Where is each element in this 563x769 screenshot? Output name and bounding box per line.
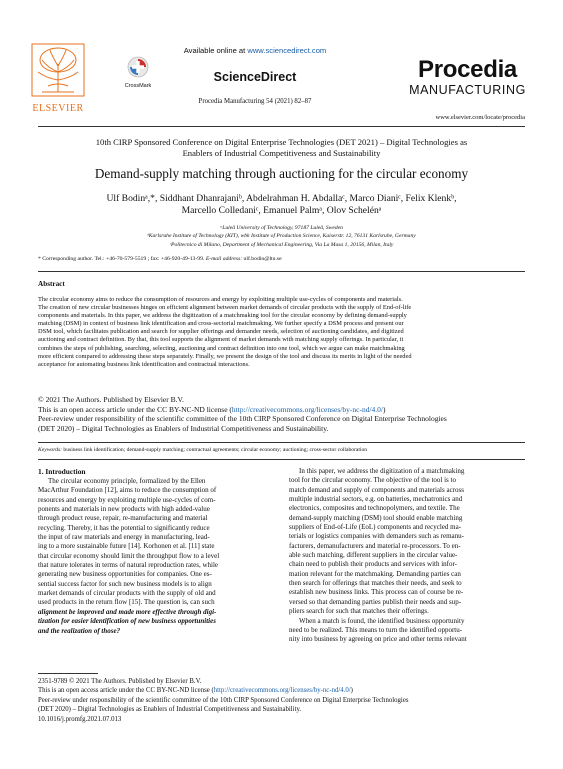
keywords-label: Keywords: [38,447,63,453]
email-address[interactable]: ulf.bodin@ltu.se [242,256,282,262]
affiliation-c: ᶜPolitecnico di Milano, Department of Mechanical Engineering, Via La Masa 1, 20156, Milan, Italy [169,241,394,248]
keywords [38,447,525,453]
procedia-wordmark: Procedia [418,56,517,83]
sciencedirect-link[interactable]: www.sciencedirect.com [247,46,327,55]
intro-line: need to be realized. This means to turn the identified opportu- [289,625,463,634]
crossmark-label: CrossMark [124,83,152,89]
intro-column-left [38,477,274,636]
abstract-license-block [38,395,525,434]
abstract-line: acceptance for automating business link identification and contractual interactions. [38,360,250,368]
email-label: E-mail address: [205,256,243,262]
author-line-1: Ulf Bodinᵃ,*, Siddhant Dhanrajaniᵇ, Abdelrahman H. Abdallaᶜ, Marco Dianiᶜ, Felix Klenkᵇ, [106,193,457,204]
journal-homepage[interactable]: www.elsevier.com/locate/procedia [435,114,525,121]
available-prefix: Available online at [183,46,248,55]
intro-line: chain need to publish their products and services with infor- [289,560,458,569]
intro-line: tool for the circular economy. The objective of the tool is to [289,476,456,485]
license-suffix: ) [382,404,386,414]
intro-line: When a match is found, the identified business opportunity [299,616,465,625]
manufacturing-wordmark: MANUFACTURING [409,83,526,97]
intro-line: MacArthur Foundation [12], aims to reduce the consumption of [38,486,217,495]
intro-line: establish new business links. This process can of course be re- [289,588,464,597]
footer-license-suffix: ) [350,687,353,695]
intro-line: generating new business opportunities for companies. One es- [38,570,212,579]
elsevier-tree-icon [28,42,88,100]
intro-line: match demand and supply of components and materials across [289,485,464,494]
abstract-heading: Abstract [38,280,65,288]
abstract-top-rule [38,271,525,272]
footer-doi[interactable]: 10.1016/j.promfg.2021.07.013 [38,715,122,723]
intro-line: In this paper, we address the digitization of a matchmaking [299,467,465,475]
sciencedirect-brand: ScienceDirect [213,70,297,84]
intro-line: sential success factor for such new business models is to align [38,579,212,588]
intro-line: ing to a more sustainable future [14]. Korhonen et al. [11] state [38,542,215,551]
intro-line: alignment be improved and made more effective through digi- [38,607,217,616]
copyright-notice: © 2021 The Authors. Published by Elsevier B.V. [38,395,184,404]
crossmark-badge[interactable] [121,56,155,92]
intro-line: terials or logistics companies with demanders such as remanu- [289,532,464,541]
intro-column-right [289,467,525,645]
intro-line: facturers, demanufacturers and material re-processors. To en- [289,541,461,550]
corresponding-prefix: * Corresponding author. Tel.: +46-70-579-5519 ; fax: +46-920-49-13-99. [38,256,206,262]
footer-license-prefix: This is an open access article under the CC BY-NC-ND license ( [38,687,214,695]
footer-license-link[interactable]: http://creativecommons.org/licenses/by-nc-nd/4.0/ [213,687,351,695]
footer-license [38,686,533,695]
elsevier-wordmark: ELSEVIER [32,103,84,114]
intro-heading: 1. Introduction [38,467,86,476]
author-list [20,193,543,217]
intro-line: market demands of circular products with the supply of old and [38,589,216,598]
abstract-line: The circular economy aims to reduce the consumption of resources and energy by exploiting multiple use-cycles of components and materials. [38,296,403,303]
intro-line: electronics, composites and technopolymers, and textile. The [289,504,460,513]
abstract-line: The creation of new circular businesses hinges on efficient alignment between market demands of circular products with the supply of End-of-life [38,304,412,312]
intro-line: recycling. Thereby, it has the potential to significantly reduce [38,523,210,532]
intro-line: the input of raw materials and energy in manufacturing, lead- [38,533,210,542]
license-prefix: This is an open access article under the CC BY-NC-ND license ( [38,404,232,414]
crossmark-icon [127,56,149,78]
keywords-text: business link identification; demand-supply matching; contractual agreements; circular economy; auctioning; cross-sector collaboration [62,447,368,453]
abstract-line: components and materials. In this paper, we address the digitization of a matchmaking tool for the circular economy by defining demand-supply [38,312,407,320]
intro-line: used products in the return flow [15]. The question is, can such [38,598,215,607]
footer-rule [38,673,98,674]
intro-line: that circular economy should limit the throughput flow to a level [38,551,220,560]
journal-reference: Procedia Manufacturing 54 (2021) 82–87 [198,98,312,105]
license-line [38,405,525,415]
author-line-2: Marcello Colledaniᶜ, Emanuel Palmᵃ, Olov Schelénᵃ [181,205,382,216]
intro-line: able such matching, different suppliers in the circular value- [289,551,458,560]
intro-line: then search for offerings that matches their needs, and seek to [289,579,462,588]
intro-line: mation relevant for the matchmaking. Demanding parties can [289,569,461,578]
peer-review-line-2: (DET 2020) – Digital Technologies as Enablers of Industrial Competitiveness and Sustainability. [38,424,329,434]
intro-line: versed so that demanding parties publish their needs and sup- [289,597,462,606]
intro-line: multiple industrial sectors, e.g. on batteries, mechatronics and [289,495,463,504]
footer-notice [38,677,533,724]
intro-line: tization for easier identification of new business opportunities [38,617,216,626]
abstract-line: matching (DSM) in context of business link identification and cross-sectorial matchmaking. We further specify a DSM process and present our [38,320,404,328]
keywords-bottom-rule [38,459,525,460]
abstract-line: more efficient compared to addressing these steps separately. Finally, we present the design of the tool and discuss its merits in light of the needed [38,352,412,360]
peer-review-line-1: Peer-review under responsibility of the scientific committee of the 10th CIRP Sponsored Conference on Digital Enterprise Technologies [38,414,447,424]
corresponding-author [38,256,528,262]
elsevier-logo [28,42,88,112]
intro-line: demand-supply matching (DSM) tool should enable matching [289,513,463,522]
abstract-body [38,296,525,369]
intro-line: through product reuse, repair, re-manufacturing and material [38,514,208,523]
footer-peer-review-1: Peer-review under responsibility of the scientific committee of the 10th CIRP Sponsored Conference on Digital Enterprise Technologies [38,696,409,704]
intro-line: pliers search for such that matches their offerings. [289,607,429,616]
abstract-line: combines the steps of publishing, searching, selecting, auctioning and contract definition into one tool, which we argue can make matchmaking [38,344,405,352]
procedia-logo [405,57,530,97]
conference-line-1: 10th CIRP Sponsored Conference on Digital Enterprise Technologies (DET 2021) – Digital Technologies as [95,137,468,147]
available-online [140,46,370,55]
paper-title: Demand-supply matching through auctioning for the circular economy [94,166,469,181]
intro-line: that nature tolerates in terms of natural reproduction rates, while [38,561,218,570]
keywords-top-rule [38,442,525,443]
license-link[interactable]: http://creativecommons.org/licenses/by-nc-nd/4.0/ [231,404,383,414]
header-rule [38,126,525,127]
affiliation-b: ᵇKarlsruhe Institute of Technology (KIT), wbk Institute of Production Science, Kaiserstr. 12, 76131 Karlsruhe, Germany [147,233,416,240]
intro-line: The circular economy principle, formalized by the Ellen [48,477,206,485]
footer-peer-review-2: (DET 2020) – Digital Technologies as Enablers of Industrial Competitiveness and Sustainability. [38,706,302,714]
intro-line: resources and energy by exploiting multiple use-cycles of com- [38,495,216,504]
footer-issn: 2351-9789 © 2021 The Authors. Published by Elsevier B.V. [38,678,202,685]
intro-line: ponents and materials in new products with high added-value [38,505,210,514]
abstract-line: auctioning and contract definition. By that, this tool supports the alignment of market demands with matching supply offerings. In particular, it [38,336,404,344]
abstract-line: DSM tool, which facilitates publication and search for supplier offerings and demander needs, selection of auctioning candidates, and digitized [38,328,404,336]
conference-line-2: Enablers of Industrial Competitiveness and Sustainability [182,147,381,158]
affiliation-a: ᵃLuleå University of Technology, 97187 Luleå, Sweden [220,225,343,231]
conference-info [20,137,543,158]
affiliations [20,224,543,249]
intro-line: suppliers of End-of-Life (EoL) components and recycled ma- [289,523,462,532]
intro-line: nity into business by agreeing on price and other terms relevant [289,635,467,644]
intro-line: and the realization of those? [38,626,121,635]
